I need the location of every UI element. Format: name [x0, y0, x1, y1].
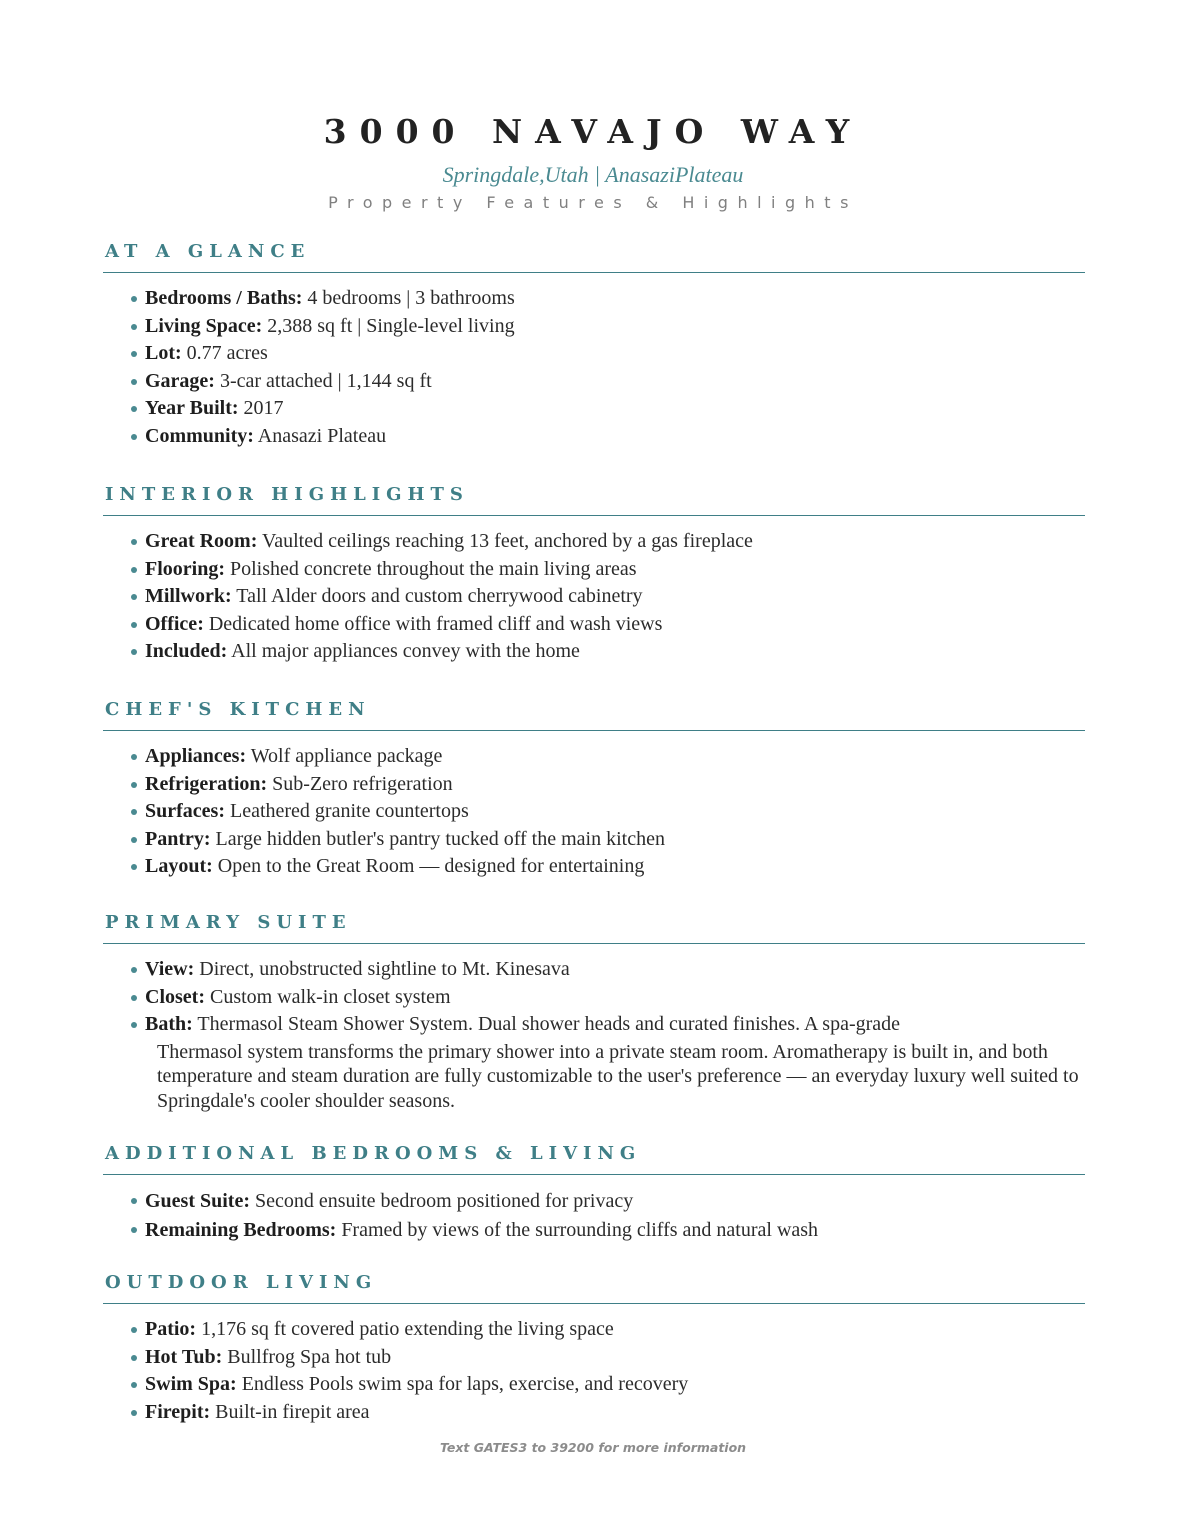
list-item — [131, 1316, 1085, 1344]
feature-list — [103, 956, 1085, 1113]
list-item — [131, 611, 1085, 639]
bullet-icon — [131, 967, 137, 973]
item-text: Built-in firepit area — [210, 1400, 370, 1423]
bullet-icon — [131, 434, 137, 440]
item-text: 3-car attached | 1,144 sq ft — [214, 369, 432, 392]
section-at-a-glance — [103, 238, 1085, 451]
item-label: Firepit: — [145, 1400, 211, 1423]
bullet-icon — [131, 782, 137, 788]
section-heading: PRIMARY SUITE — [105, 912, 352, 933]
section-heading: INTERIOR HIGHLIGHTS — [105, 484, 469, 505]
feature-list — [103, 285, 1085, 451]
bullet-icon — [131, 1410, 137, 1416]
item-label: Refrigeration: — [145, 772, 268, 795]
bullet-icon — [131, 754, 137, 760]
section-heading: CHEF'S KITCHEN — [105, 699, 371, 720]
item-text: Wolf appliance package — [246, 745, 443, 767]
section-heading: ADDITIONAL BEDROOMS & LIVING — [105, 1143, 642, 1164]
item-label: Layout: — [145, 855, 213, 878]
item-text: Large hidden butler's pantry tucked off the main kitchen — [210, 827, 665, 850]
list-item — [131, 743, 1085, 771]
list-item — [131, 556, 1085, 584]
item-label: Patio: — [145, 1318, 197, 1340]
item-label: Bath: — [145, 1013, 193, 1036]
item-text: Custom walk-in closet system — [204, 985, 451, 1008]
item-continuation-text: Thermasol system transforms the primary shower into a private steam room. Aromatherapy is built in, and both temperature and steam duration are fully customizable to the user's preference — an everyday luxury well suited to Springdale's cooler shoulder seasons. — [157, 1040, 1079, 1112]
list-item — [131, 1344, 1085, 1372]
item-text: Vaulted ceilings reaching 13 feet, anchored by a gas fireplace — [257, 530, 753, 552]
item-label: Great Room: — [145, 530, 258, 552]
item-text: 2017 — [238, 397, 284, 420]
list-item — [131, 340, 1085, 368]
item-label: Bedrooms / Baths: — [145, 287, 303, 309]
list-item — [131, 1216, 1085, 1245]
item-text: Bullfrog Spa hot tub — [222, 1345, 392, 1368]
list-item — [131, 638, 1085, 666]
item-text: All major appliances convey with the home — [227, 640, 580, 663]
bullet-icon — [131, 567, 137, 573]
item-label: Flooring: — [145, 557, 225, 580]
item-text: Open to the Great Room — designed for entertaining — [212, 855, 645, 878]
bullet-icon — [131, 1022, 137, 1028]
section-chefs-kitchen — [103, 696, 1085, 881]
list-item — [131, 771, 1085, 799]
list-item — [131, 826, 1085, 854]
bullet-icon — [131, 1227, 137, 1233]
property-title: 3000 NAVAJO WAY — [323, 112, 863, 151]
bullet-icon — [131, 406, 137, 412]
item-label: Included: — [145, 640, 228, 663]
item-label: Pantry: — [145, 827, 211, 850]
item-text: Endless Pools swim spa for laps, exercise, and recovery — [236, 1373, 689, 1396]
section-primary-suite — [103, 909, 1085, 1113]
section-additional-bedrooms — [103, 1140, 1085, 1245]
section-divider — [103, 272, 1085, 273]
list-item — [131, 583, 1085, 611]
section-heading: OUTDOOR LIVING — [105, 1272, 378, 1293]
list-item — [131, 1187, 1085, 1216]
property-location: Springdale,Utah | AnasaziPlateau — [442, 162, 744, 187]
list-item — [131, 956, 1085, 984]
item-text: Dedicated home office with framed cliff and wash views — [203, 612, 663, 635]
list-item — [131, 1011, 1085, 1113]
section-divider — [103, 730, 1085, 731]
feature-list — [103, 1187, 1085, 1245]
list-item — [131, 285, 1085, 313]
section-divider — [103, 943, 1085, 944]
item-label: Appliances: — [145, 745, 247, 767]
item-text: Anasazi Plateau — [253, 424, 387, 447]
item-text: 1,176 sq ft covered patio extending the living space — [196, 1318, 614, 1340]
feature-list — [103, 528, 1085, 666]
section-divider — [103, 1174, 1085, 1175]
list-item — [131, 1371, 1085, 1399]
bullet-icon — [131, 351, 137, 357]
list-item — [131, 798, 1085, 826]
bullet-icon — [131, 379, 137, 385]
item-label: Hot Tub: — [145, 1345, 223, 1368]
item-text: Second ensuite bedroom positioned for privacy — [250, 1190, 634, 1212]
item-label: View: — [145, 958, 195, 980]
footer-contact-text: Text GATES3 to 39200 for more information — [439, 1440, 747, 1455]
bullet-icon — [131, 622, 137, 628]
list-item — [131, 368, 1085, 396]
bullet-icon — [131, 649, 137, 655]
list-item — [131, 853, 1085, 881]
list-item — [131, 313, 1085, 341]
item-text: Thermasol Steam Shower System. Dual shower heads and curated finishes. A spa-grade — [192, 1013, 901, 1036]
section-divider — [103, 515, 1085, 516]
item-text: 2,388 sq ft | Single-level living — [262, 314, 515, 337]
bullet-icon — [131, 594, 137, 600]
item-label: Closet: — [145, 985, 205, 1008]
bullet-icon — [131, 809, 137, 815]
bullet-icon — [131, 1382, 137, 1388]
bullet-icon — [131, 1355, 137, 1361]
item-text: Leathered granite countertops — [224, 800, 469, 823]
item-label: Office: — [145, 612, 204, 635]
list-item — [131, 1399, 1085, 1427]
item-text: 4 bedrooms | 3 bathrooms — [302, 287, 515, 309]
item-label: Surfaces: — [145, 800, 225, 823]
bullet-icon — [131, 324, 137, 330]
item-text: Direct, unobstructed sightline to Mt. Kinesava — [194, 958, 570, 980]
list-item — [131, 528, 1085, 556]
bullet-icon — [131, 1327, 137, 1333]
list-item — [131, 984, 1085, 1012]
bullet-icon — [131, 539, 137, 545]
item-label: Living Space: — [145, 314, 263, 337]
bullet-icon — [131, 995, 137, 1001]
item-label: Garage: — [145, 369, 215, 392]
item-text: Polished concrete throughout the main living areas — [225, 557, 637, 580]
section-interior-highlights — [103, 481, 1085, 666]
item-label: Year Built: — [145, 397, 239, 420]
bullet-icon — [131, 864, 137, 870]
item-text: Sub-Zero refrigeration — [267, 772, 453, 795]
item-label: Millwork: — [145, 585, 232, 608]
item-label: Community: — [145, 424, 254, 447]
item-text: Tall Alder doors and custom cherrywood cabinetry — [231, 585, 643, 608]
bullet-icon — [131, 837, 137, 843]
feature-list — [103, 743, 1085, 881]
item-label: Lot: — [145, 342, 182, 365]
property-tagline: Property Features & Highlights — [328, 193, 858, 212]
section-outdoor-living — [103, 1269, 1085, 1426]
item-text: 0.77 acres — [181, 342, 268, 365]
item-label: Swim Spa: — [145, 1373, 237, 1396]
feature-list — [103, 1316, 1085, 1426]
bullet-icon — [131, 1198, 137, 1204]
section-divider — [103, 1303, 1085, 1304]
section-heading: AT A GLANCE — [105, 241, 311, 262]
list-item — [131, 395, 1085, 423]
item-label: Remaining Bedrooms: — [145, 1219, 337, 1241]
item-text: Framed by views of the surrounding cliffs and natural wash — [336, 1219, 819, 1241]
item-label: Guest Suite: — [145, 1190, 250, 1212]
list-item — [131, 423, 1085, 451]
bullet-icon — [131, 296, 137, 302]
